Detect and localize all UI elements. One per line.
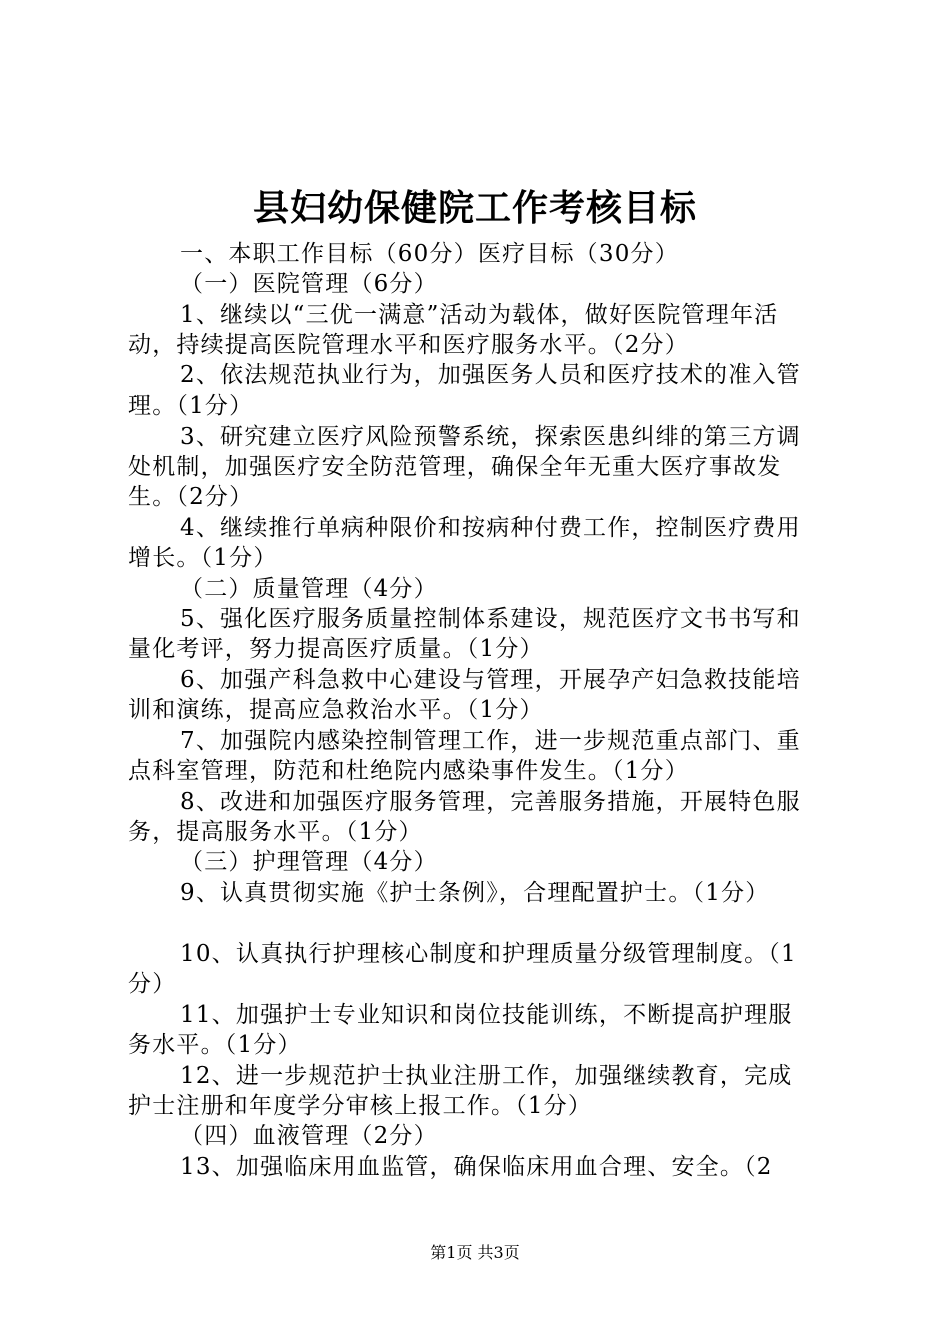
text-line: 一、本职工作目标（60分）医疗目标（30分） xyxy=(180,241,679,267)
text-line: （四）血液管理（2分） xyxy=(180,1123,438,1149)
text-line: 处机制，加强医疗安全防范管理，确保全年无重大医疗事故发 xyxy=(128,454,782,480)
text-line: 点科室管理，防范和杜绝院内感染事件发生。（1分） xyxy=(128,758,689,784)
text-line: 训和演练，提高应急救治水平。（1分） xyxy=(128,697,544,723)
text-line: 动，持续提高医院管理水平和医疗服务水平。（2分） xyxy=(128,332,689,358)
text-line: 12、进一步规范护士执业注册工作，加强继续教育，完成 xyxy=(180,1063,793,1089)
text-line: 2、依法规范执业行为，加强医务人员和医疗技术的准入管 xyxy=(180,362,801,388)
text-line: （一）医院管理（6分） xyxy=(180,271,438,297)
text-line: 3、研究建立医疗风险预警系统，探索医患纠绯的第三方调 xyxy=(180,424,801,450)
text-line: 务，提高服务水平。（1分） xyxy=(128,819,423,845)
text-line: 理。（1分） xyxy=(128,393,254,419)
text-line: 务水平。（1分） xyxy=(128,1032,302,1058)
text-line: 13、加强临床用血监管，确保临床用血合理、安全。（2 xyxy=(180,1154,773,1180)
text-line: （三）护理管理（4分） xyxy=(180,849,438,875)
text-line: 9、认真贯彻实施《护士条例》，合理配置护士。（1分） xyxy=(180,880,770,906)
document-title: 县妇幼保健院工作考核目标 xyxy=(252,187,697,229)
text-line: 1、继续以“三优一满意”活动为载体，做好医院管理年活 xyxy=(180,302,779,328)
text-line: 8、改进和加强医疗服务管理，完善服务措施，开展特色服 xyxy=(180,789,801,815)
text-line: 生。（2分） xyxy=(128,484,254,510)
text-line: （二）质量管理（4分） xyxy=(180,576,438,602)
text-line: 分） xyxy=(128,971,177,997)
text-line: 增长。（1分） xyxy=(128,545,278,571)
text-line: 量化考评，努力提高医疗质量。（1分） xyxy=(128,636,544,662)
text-line: 4、继续推行单病种限价和按病种付费工作，控制医疗费用 xyxy=(180,515,801,541)
text-line: 护士注册和年度学分审核上报工作。（1分） xyxy=(128,1093,593,1119)
text-line: 11、加强护士专业知识和岗位技能训练，不断提高护理服 xyxy=(180,1002,793,1028)
text-line: 6、加强产科急救中心建设与管理，开展孕产妇急救技能培 xyxy=(180,667,801,693)
text-line: 5、强化医疗服务质量控制体系建设，规范医疗文书书写和 xyxy=(180,606,801,632)
page-footer: 第1页 共3页 xyxy=(430,1243,520,1262)
text-line: 10、认真执行护理核心制度和护理质量分级管理制度。（1 xyxy=(180,941,797,967)
text-line: 7、加强院内感染控制管理工作，进一步规范重点部门、重 xyxy=(180,728,801,754)
